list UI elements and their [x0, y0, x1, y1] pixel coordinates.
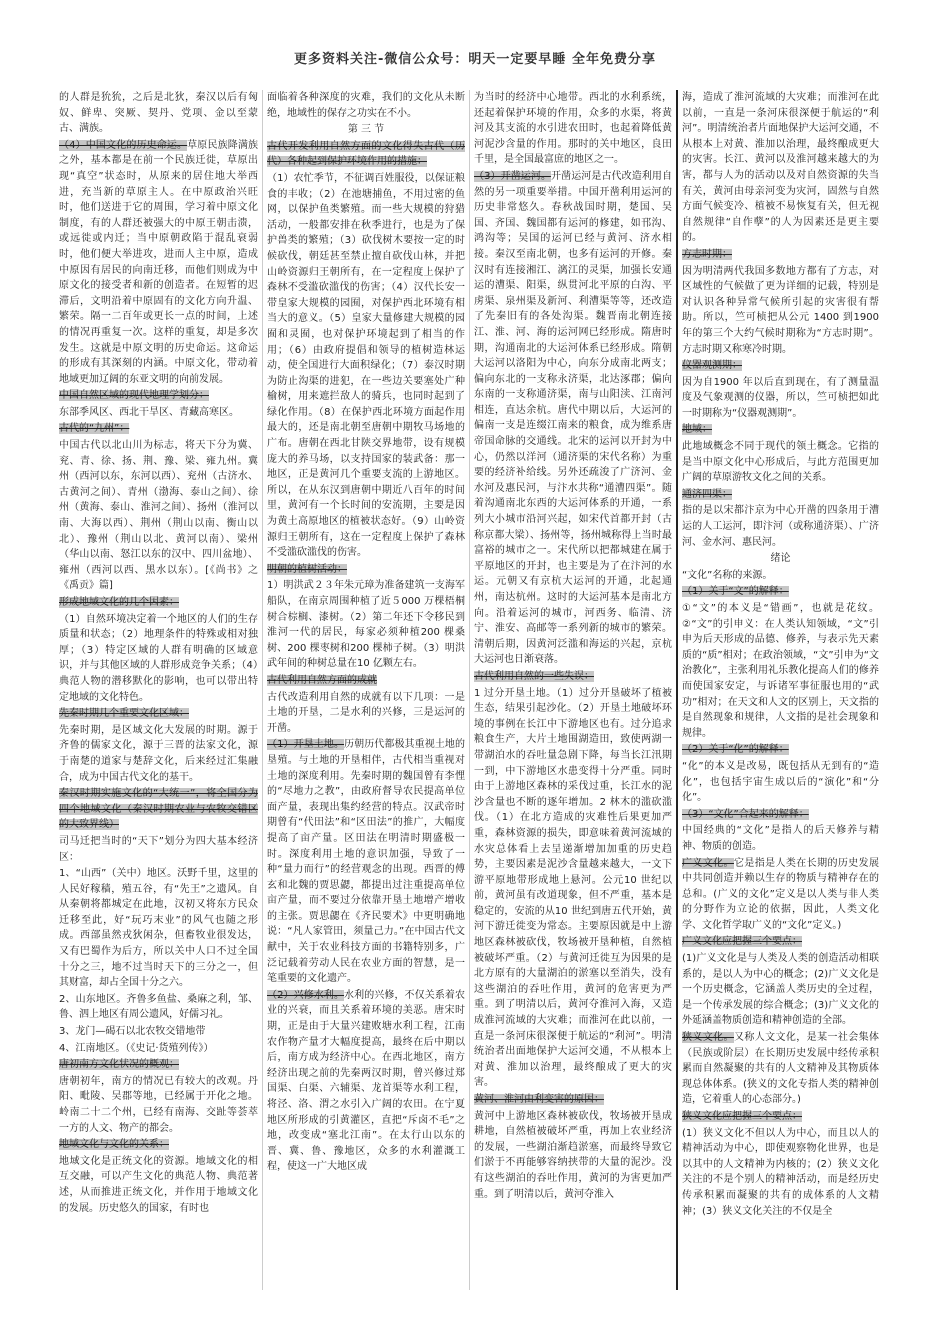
paragraph: 4、江南地区。（《史记·货殖列传》） — [59, 1042, 214, 1054]
highlighted-heading: 秦汉时期实施文化的“大统一”，将全国分为四个地域文化（秦汉时期农业与农牧交错区的大致界线） — [59, 788, 258, 831]
paragraph: (1)广义文化是与人类及人类的创造活动相联系的，是以人为中心的概念；(2)广义文化是一个历史概念，它涵盖人类历史的全过程，是一个传承发展的综合概念；(3)广义文化的外延涵盖物质创造和精神创造的全部。 — [682, 953, 879, 1027]
paragraph — [682, 487, 879, 503]
paragraph: （3）开凿运河。开凿运河是古代改造利用自然的另一项重要举措。中国开凿利用运河的历史非常悠久。春秋战国时期，楚国、吴国、齐国、魏国都有运河的修建，如邗沟、鸿沟等；吴国的运河已经与黄河、济水相接。秦汉至南北朝，也多有运河的开修。秦汉时有连接湘江、漓江的灵渠，加强长安通运的漕渠、阳渠，纵贯河北平原的白沟、平虏渠、泉州渠及新河、利漕渠等等，还改造了先秦旧有的各处沟渠。魏晋南北朝连接江、淮、河、海的运河网已经形成。隋唐时期，沟通南北的大运河体系已经形成。隋朝大运河以洛阳为中心，向东分成南北两支；偏向东北的一支称永济渠，北达涿郡；偏向东南的一支称通济渠，南与山阳渎、江南河相连，直达余杭。唐代中期以后，大运河的偏南一支是连缀江南来的粮食，成为维系唐帝国命脉的交通线。北宋的运河以开封为中心，仍然以洋河（通济渠的宋代名称）为重要的经济补给线。另外还疏浚了广济河、金水河及惠民河，与汴水共称“通漕四渠”。随着沟通南北东西的大运河体系的开通，一系列大小城市沿河兴起，如宋代首都开封（古称京都大梁）、扬州等，扬州城称得上当时最富裕的城市之一。宋代所以把都城建在属于平原地区的开封，也主要是为了在汴河的水运。元朝又有京杭大运河的开通，北起通州，南达杭州。这时的大运河基本是南北方向。沿着运河的城市，河西务、临清、济宁、淮安、高邮等一系列新的城市的繁荣。清朝后期，因黄河泛滥和海运的兴起，京杭大运河也日渐衰落。 — [474, 170, 672, 666]
paragraph — [59, 421, 258, 437]
paragraph: 1）明洪武２３年朱元璋为准备建筑一支海军船队，在南京周围种植了近５000 万棵梧桐树合棕榈、漆树。（2）第二年还下令移民到淮河一代的居民，每家必须种植200 棵桑树、200 棵枣树和200 棵柿子树。（3）明洪武年间的种树总量在10 亿颗左右。 — [267, 580, 465, 670]
highlighted-heading: 明朝的植树活动： — [267, 563, 347, 575]
paragraph: 此地域概念不同于现代的领土概念。它指的是当中原文化中心形成后，与此方范围更加广阔的草原游牧文化之间的关系。 — [682, 441, 879, 484]
highlighted-heading: 先秦时期几个重要文化区域： — [59, 708, 189, 720]
paragraph: 广义文化。它是指是人类在长期的历史发展中共同创造并赖以生存的物质与精神存在的总和。(广义的文化”定义是以人类与非人类的分野作为立论的依据，因此，人类文化学、文化哲学取广义的“文化”定义。) — [682, 857, 880, 931]
highlighted-heading: 地域： — [682, 424, 712, 436]
paragraph: 中国古代以北山川为标志，将天下分为冀、兖、青、徐、扬、荆、豫、梁、雍九州。冀州（西河以东，东河以西）、兖州（古济水、古黄河之间）、青州（渤海、泰山之间）、徐州（黄海、泰山、淮河之间）、扬州（淮河以南、大海以西）、荆州（荆山以南、衡山以北）、豫州（荆山以北、黄河以南）、梁州（华山以南、怒江以东的汉中、四川盆地）、雍州（西河以西、黑水以东）。[《尚书》之《禹贡》篇] — [59, 440, 258, 592]
paragraph: 因为自1900 年以后直到现在，有了测量温度及气象观测的仪器，所以，竺可桢把如此一时期称为“仪器观测期”。 — [682, 376, 879, 419]
paragraph: （1）开垦土地。历朝历代都极其重视土地的垦殖。与土地的开垦相伴，古代相当重视对土地的深度利用。先秦时期的魏国曾有李悝的“尽地力之教”，由政府督导农民提高单位面产量，表现出集约经营的特点。汉武帝时期曾有“代田法”和“区田法”的推广，大幅度提高了亩产量。区田法在明清时期盛极一时。深度利用土地的意识加强，导致了一种“量力而行”的经营观念的出现。西晋的傅玄和北魏的贾思勰，都提出过注重提高单位亩产量，而不要过分依靠开垦土地增产增收的主张。贾思勰在《齐民要术》中更明确地说：“凡人家管田，须量己力。”在中国古代文献中，关于农业科技方面的书籍特别多，广泛记载着劳动人民在农业方面的智慧，是一笔重要的文化遗产。 — [267, 739, 465, 985]
highlighted-heading: 唐初南方文化状况的概观： — [59, 1059, 179, 1071]
paragraph: 东部季风区、西北干旱区、青藏高寒区。 — [59, 406, 239, 418]
text-column-1 — [55, 90, 262, 1290]
paragraph — [267, 562, 465, 578]
highlighted-heading: 地域文化与文化的关系： — [59, 1139, 169, 1151]
paragraph: 海，造成了淮河流域的大灾难；而淮河在此以前，一直是一条河床很深便于航运的“利河”。明清统治者片面地保护大运河交通，不从根本上对黄、淮加以治理，最终酿成更大的灾害。长江、黄河以及淮河越来越大的为害，都与人为的活动以及对自然资源的失当有关，黄河由母亲河变为灾河，固然与自然方面气候变冷、植被不易恢复有关，但无视自然规律“自作孽”的人为因素还是更主要的。 — [682, 92, 879, 244]
highlighted-heading: 形成地域文化的几个因素： — [59, 597, 179, 608]
highlighted-heading: 狭义文化。 — [682, 1032, 734, 1044]
paragraph — [59, 388, 258, 404]
highlighted-heading: 古代利用自然方面的成就 — [267, 674, 377, 686]
paragraph: 的人群是狁狁，之后是北狄，秦汉以后有匈奴、鲜卑、突厥、契丹、党项、金以至蒙古、满族。 — [59, 92, 258, 135]
paragraph — [682, 934, 879, 950]
paragraph — [474, 1092, 672, 1108]
text-column-3 — [469, 90, 676, 1290]
paragraph: （1）农忙季节，不征调百姓服役，以保证粮食的丰收；（2）在池塘捕鱼，不用过密的鱼网，以保护鱼类繁殖。而一些大规模的狩猎活动，一般都安排在秋季进行，也是为了保护兽类的繁殖；（3）砍伐树木要按一定的时候砍伐，朝廷甚至禁止擅自砍伐山林，并把山岭资源归王朝所有，在一定程度上保护了森林不受滥砍滥伐的伤害；（4）汉代长安一带皇家大规模的园囿，对保护西北环境有相当大的意义。（5）皇家大量修建大规模的园囿和灵囿，也对保护环境起到了相当的作用；（6）由政府提倡和领导的植树造林运动，使全国进行大面积绿化；（7）泰汉时期为防止沟渠的进犯，在一些边关要塞处广种榆树，用来遮拦敌人的骑兵，也同时起到了绿化作用。（8）在保护西北环境方面起作用最大的，还是南北朝至唐朝中期牧马场地的广布。唐朝在西北甘陕交界地带，设有规模庞大的养马场，以支持国家的装武备：那一地区，正是黄河几个重要支流的上游地区。所以，在从东汉到唐朝中期近八百年的时间里，黄河有一个长时间的安流期，主要是因为黄土高原地区的植被状态好。（9）山岭资源归王朝所有，这在一定程度上保护了森林不受滥砍滥伐的伤害。 — [267, 172, 465, 559]
highlighted-heading: （1）开垦土地。 — [267, 739, 345, 751]
paragraph — [59, 706, 258, 722]
page-banner: 更多资料关注-微信公众号：明天一定要早睡 全年免费分享 — [294, 52, 656, 67]
paragraph: 古代改造利用自然的成就有以下几项：一是土地的开垦，二是水利的兴修，三是运河的开凿。 — [267, 691, 465, 734]
highlighted-heading: （4）中国文化的历史命运。 — [59, 139, 188, 151]
paragraph — [682, 1109, 879, 1125]
paragraph — [682, 742, 879, 758]
paragraph: “文化”名称的来源。 — [682, 569, 773, 581]
highlighted-heading: 广义文化。 — [682, 857, 734, 869]
paragraph: 因为明清两代我国多数地方都有了方志，对区域性的气候做了更为详细的记载，特别是对认识各种异常气候所引起的灾害很有帮助。所以，竺可桢把从公元 1400 到1900 年的第三个大约气候时期称为“方志时期”。方志时期又称寒冷时期。 — [682, 265, 879, 355]
paragraph — [59, 1137, 258, 1153]
paragraph: 地域文化是正统文化的资源。地域文化的相互交融，可以产生文化的典范人物、典范著述，从而推进正统文化，并作用于地域文化的发展。历史悠久的国家，有时也 — [59, 1155, 258, 1214]
paragraph: （4）中国文化的历史命运。草原民族降满族之外，基本都是在前一个民族迁徙，草原出现“真空”状态时，从原来的居住地大举西进，充当新的草原主人。在中原政治兴旺时，他们送进于它的周围，学习着中原文化制度，有的人群还被强大的中原王朝击溃，或远徙或内迁；当中原朝政陷于混乱衰弱时，他们便大举进攻，进而人主中原，造成中原因有居民的向南迁移，而他们则成为中原文化的接受者和新的创造者。在短暂的迟滞后，文明沿着中原固有的文化方向升温、繁荣。隔一二百年或更长一点的时间，上述的情况再重复一次。这样的重复，却是多次发生。这就是中原文明的历史命运。这命运的形成有其深刻的内涵。中原文化，带动着地域更加辽阔的东亚文明的向前发展。 — [59, 139, 259, 385]
highlighted-heading: 仪器观测期： — [682, 360, 742, 372]
highlighted-heading: （2）关于“化”的解释： — [682, 744, 789, 756]
paragraph: 为当时的经济中心地带。西北的水利系统，还起着保护环境的作用，众多的水渠，将黄河及其支流的水引进农田时，也起着降低黄河泥沙含量的作用。那时的关中地区，良田千里，是全国最富庶的地区之一。 — [474, 92, 672, 166]
highlighted-heading: （2）兴修水利。 — [267, 989, 345, 1001]
highlighted-heading: 黄河、淮河由利变害的原因： — [474, 1094, 604, 1105]
text-column-2 — [262, 90, 469, 1290]
paragraph: 司马迁把当时的“天下”划分为四大基本经济区： — [59, 835, 258, 863]
paragraph: 黄河中上游地区森林被砍伐，牧场被开垦成耕地，自然植被破坏严重，再加上农业经济的发展，一些湖泊渐趋淤塞，而最终导致它们淤于不再能够容纳挟带的大量的泥沙。没有这些湖泊的吞吐作用，黄河的为害更加严重。到了明清以后，黄河夺淮入 — [474, 1110, 672, 1200]
paragraph: 3、龙门—碣石以北农牧交错地带 — [59, 1026, 206, 1038]
highlighted-heading: 通济四渠： — [682, 488, 732, 500]
highlighted-heading: 中国自然区域的现代地理学划分： — [59, 390, 209, 402]
highlighted-heading: 方志时期： — [682, 248, 732, 260]
paragraph: （1）自然环境决定着一个地区的人们的生存质量和状态；（2）地理条件的特殊或相对独厚；（3）特定区域的人群有明确的区域意识，并与其他区域的人群形成竞争关系；（4）典范人物的潜移默化的影响，也可以带出特定地域的文化特色。 — [59, 613, 258, 703]
highlighted-heading: 古代的“九州”： — [59, 423, 130, 435]
paragraph — [59, 786, 258, 833]
highlighted-heading: （3）开凿运河。 — [474, 170, 552, 182]
highlighted-heading: 广义文化应把握三个要点： — [682, 936, 802, 948]
paragraph: 第 三 节 — [347, 124, 385, 136]
paragraph: ①“文”的本义是“错画”，也就是花纹。②“文”的引申义：在人类认知领域，“文”引申为后天形成的品德、修养，与表示先天素质的“质”相对；在政治领域，“文”引申为“文治教化”，主张利用礼乐教化提高人们的修养而使国家安定，与诉诸军事征服也用的“武功”相对；在天文和人文的区别上，天文指的是自然现象和规律，人文指的是社会现象和规律。 — [682, 603, 879, 739]
paragraph: 1 过分开垦土地。（1）过分开垦破坏了植被生态，结果引起沙化。（2）开垦土地破坏环境的事例在长江中下游地区也有。过分追求粮食生产，大片土地围湖造田，致使两湖一带湖泊水的吞吐量急剧下降，每当长江汛期一到，中下游地区水患变得十分严重。同时由于上游地区森林的采伐过重，长江水的泥沙含量也不断的逐年增加。2 林木的滥砍滥伐。（1）在北方造成的灾难性后果更加严重，森林资源的损失，即意味着黄河流域的水灾总体看上去呈递渐增加加重的历史趋势，主要因素是泥沙含量越来越大，一文下游平原地带形成地上悬河。公元10 世纪以前，黄河虽有改道现象，但不严重，基本是稳定的，安流的从10 世纪到唐五代开始，黄河下游迁徙变为常态。主要原因就是中上游地区森林被砍伐，牧场被开垦种植，自然植被破坏严重。（2）与黄河迁徙互为因果的是北方原有的大量湖泊的淤塞以至消失，没有这些湖泊的吞吐作用，黄河的危害更为严重。到了明清以后，黄河夺淮河入海，又造成淮河流域的大灾难；而淮河在此以前，一直是一条河床很深便于航运的“利河”。明清统治者出面地保护大运河交通，不从根本上对黄、淮加以治理，最终酿成了更大的灾害。 — [474, 687, 672, 1089]
paragraph: 先秦时期，是区域文化大发展的时期。源于齐鲁的儒家文化，源于三晋的法家文化，源于南楚的道家与楚辞文化，后来经过汇集融合，成为中国古代文化的基干。 — [59, 724, 258, 783]
paragraph: 绪论 — [770, 553, 791, 565]
paragraph — [682, 807, 879, 823]
paragraph — [267, 673, 465, 689]
document-body — [55, 90, 915, 1290]
paragraph: 面临着各种深度的灾难，我们的文化从未断绝，地域性的保存之功实在不小。 — [267, 92, 465, 119]
paragraph: （2）兴修水利。水利的兴修，不仅关系着农业的兴衰，而且关系着环境的美恶。唐宋时期，正是由于大量兴建败塘水利工程，江南农作物产量才大幅度提高，最终在后中期以后，南方成为经济中心。在西北地区，南方经济出现之前的先秦两汉时期，曾兴修过郑国渠、白渠、六辅渠、龙首渠等水利工程，将泾、洛、渭之水引入广阔的农田。在宁夏地区所形成的引黄灌区，直把“斥卤不毛”之地，改变成“塞北江南”。在太行山以东的晋、冀、鲁、豫地区，众多的水利灌溉工程，使这一广大地区成 — [267, 989, 465, 1173]
highlighted-heading: 狭义文化应把握三个要点： — [682, 1111, 802, 1122]
paragraph — [682, 584, 879, 600]
text-column-4 — [676, 90, 883, 1290]
paragraph: 唐朝初年，南方的情况已有较大的改观。丹阳、毗陵、吴郡等地，已经属于开化之地。岭南二十二个州，已经有南海、交趾等荟萃一方的人文、物产的都会。 — [59, 1075, 258, 1134]
paragraph — [682, 358, 879, 374]
paragraph: “化”的本义是改易，既包括从无到有的“造化”，也包括宇宙生成以后的“演化”和“分化”。 — [682, 760, 879, 804]
paragraph — [682, 247, 879, 263]
paragraph: 指的是以宋都汴京为中心开凿的四条用于漕运的人工运河，即汴河（或称通济渠）、广济河、金水河、惠民河。 — [682, 505, 879, 548]
paragraph: 中国经典的“文化”是指人的后天修养与精神、物质的创造。 — [682, 825, 879, 852]
paragraph — [267, 139, 465, 170]
paragraph: 1、“山西”（关中）地区。沃野千里，这里的人民好稼穑，殖五谷，有“先王”之遗风。自从秦朝将都城定在此地，汉初又将东方民众迁移至此，好“玩巧末业”的风气也随之形成。西部虽然戎狄闲杂，但畜牧业很发达，又有巴蜀作为后方，所以关中人口不过全国十分之三，地不过当时天下的三分之一，但其财富，却占全国十分之六。 — [59, 868, 258, 989]
highlighted-heading: （3）“文化”合起来的解释： — [682, 808, 809, 820]
paragraph: (1）狭义文化不但以人为中心，而且以人的精神活动为中心，即使观察物化世界，也是以其中的人文精神为内核的；(2）狭义文化关注的不是个别人的精神活动，而是经历史传承积累而凝聚的共有的成体系的人文精神；(3）狭义文化关注的不仅是全 — [682, 1127, 879, 1217]
paragraph: 狭义文化。又称人文文化，是某一社会集体（民族或阶层）在长期历史发展中经传承积累而自然凝聚的共有的人文精神及其物质体现总体体系。(狭义的文化专指人类的精神创造，它着重人的心态部分。) — [682, 1032, 880, 1106]
paragraph: 2、山东地区。齐鲁多鱼盐、桑麻之利，邹、鲁、泗上地区有周公遗风，好儒习礼。 — [59, 993, 258, 1021]
paragraph — [682, 422, 879, 438]
paragraph — [474, 669, 672, 685]
highlighted-heading: 古代开发利用自然方面的文化得失古代（历代）各种起到保护环境作用的措施： — [267, 140, 465, 168]
paragraph — [59, 1057, 258, 1073]
highlighted-heading: （1）关于“文”的解释： — [682, 586, 789, 598]
paragraph — [59, 595, 258, 611]
highlighted-heading: 古代利用自然的一些失误： — [474, 670, 594, 682]
